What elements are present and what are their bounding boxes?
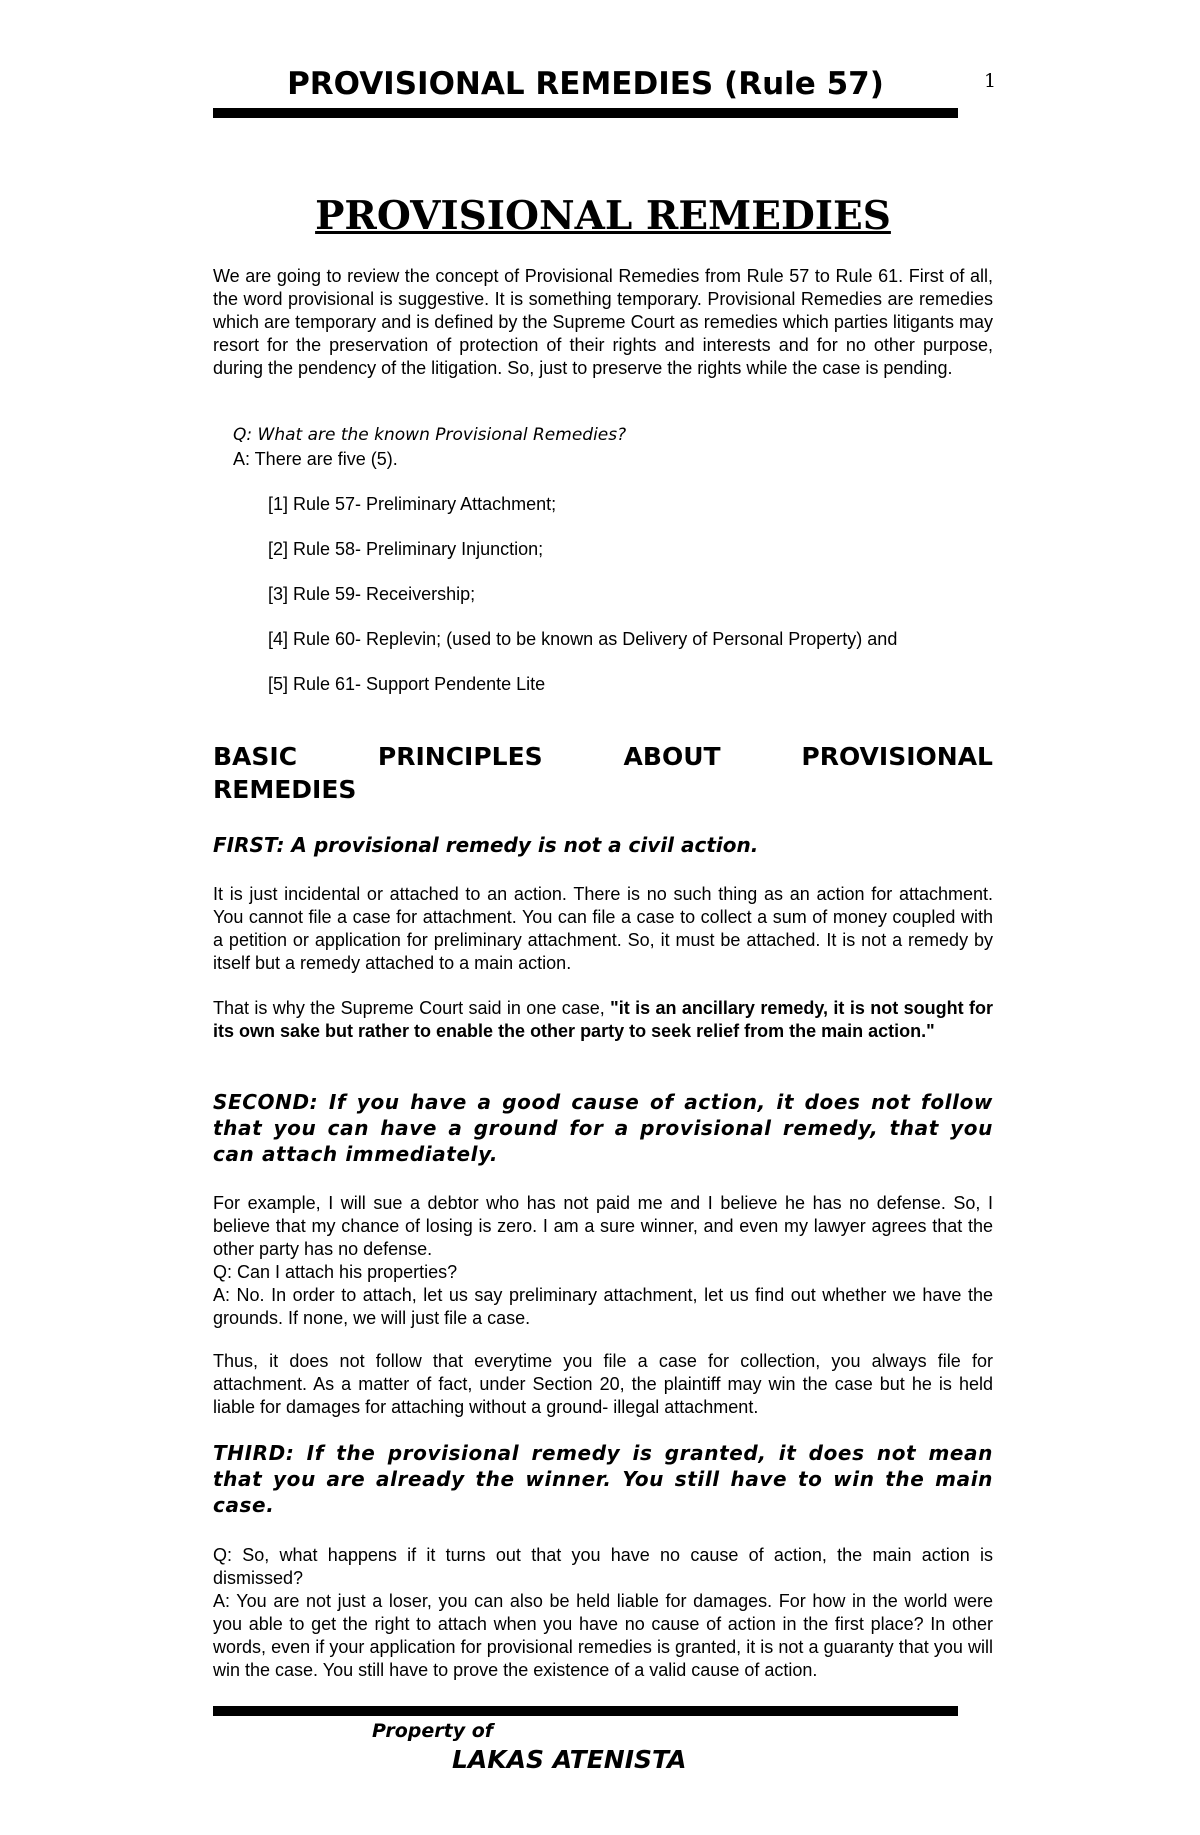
remedy-item: [5] Rule 61- Support Pendente Lite — [268, 674, 546, 694]
first-paragraph: It is just incidental or attached to an action. There is no such thing as an action for attachment. You cannot file a case for attachment. You can file a case to collect a sum of money coupled with a petition or application for preliminary attachment. So, it must be attached. It is not a remedy by itself but a remedy attached to a main action. — [213, 884, 993, 973]
footer-property-of: Property of — [372, 1720, 494, 1742]
second-paragraph: For example, I will sue a debtor who has not paid me and I believe he has no defense. So, I believe that my chance of losing is zero. I am a sure winner, and even my lawyer agrees that the other party has no defense. — [213, 1193, 993, 1259]
remedy-item: [4] Rule 60- Replevin; (used to be known as Delivery of Personal Property) and — [268, 629, 898, 649]
main-title: PROVISIONAL REMEDIES — [315, 193, 891, 239]
section-heading-word: PROVISIONAL — [801, 742, 993, 771]
remedy-item: [3] Rule 59- Receivership; — [268, 584, 476, 604]
first-quote-text: "it is an ancillary remedy, it is not sought for its own sake but rather to enable the other party to seek relief from the main action." — [213, 998, 993, 1041]
remedy-item: [1] Rule 57- Preliminary Attachment; — [268, 494, 557, 514]
header-rule — [213, 108, 958, 118]
first-quote-lead: That is why the Supreme Court said in one case, — [213, 998, 611, 1018]
qa1-answer: A: There are five (5). — [233, 449, 398, 469]
second-answer: A: No. In order to attach, let us say preliminary attachment, let us find out whether we have the grounds. If none, we will just file a case. — [213, 1285, 993, 1328]
intro-paragraph: We are going to review the concept of Provisional Remedies from Rule 57 to Rule 61. First of all, the word provisional is suggestive. It is something temporary. Provisional Remedies are remedies which are temporary and is defined by the Supreme Court as remedies which parties litigants may resort for the preservation of protection of their rights and interests and for no other purpose, during the pendency of the litigation. So, just to preserve the rights while the case is pending. — [213, 266, 993, 378]
qa1-question — [233, 423, 626, 447]
third-question: Q: So, what happens if it turns out that you have no cause of action, the main action is dismissed? — [213, 1545, 993, 1588]
second-principle-heading: SECOND: If you have a good cause of action, it does not follow that you can have a ground for a provisional remedy, that you can attach immediately. — [213, 1090, 993, 1166]
third-answer: A: You are not just a loser, you can also be held liable for damages. For how in the world were you able to get the right to attach when you have no cause of action in the first place? In other words, even if your application for provisional remedies is granted, it is not a guaranty that you will win the case. You still have to prove the existence of a valid cause of action. — [213, 1591, 993, 1680]
footer-rule — [213, 1706, 958, 1716]
section-heading-word: ABOUT — [623, 742, 721, 771]
first-quote-paragraph — [213, 997, 993, 1043]
section-heading-line2: REMEDIES — [213, 775, 357, 804]
section-heading-word: BASIC — [213, 742, 298, 771]
header-title: PROVISIONAL REMEDIES (Rule 57) — [287, 66, 884, 102]
second-paragraph-2: Thus, it does not follow that everytime you file a case for collection, you always file for attachment. As a matter of fact, under Section 20, the plaintiff may win the case but he is held liable for damages for attaching without a ground- illegal attachment. — [213, 1351, 993, 1417]
section-heading-word: PRINCIPLES — [377, 742, 543, 771]
section-heading — [213, 740, 993, 806]
first-principle-heading: FIRST: A provisional remedy is not a civil action. — [213, 833, 759, 857]
footer-owner: LAKAS ATENISTA — [452, 1745, 687, 1774]
remedy-item: [2] Rule 58- Preliminary Injunction; — [268, 539, 544, 559]
third-principle-heading: THIRD: If the provisional remedy is granted, it does not mean that you are already the winner. You still have to win the main case. — [213, 1441, 993, 1517]
qa1-question-text: Q: What are the known Provisional Remedies? — [233, 425, 627, 445]
second-question: Q: Can I attach his properties? — [213, 1262, 458, 1282]
page-number: 1 — [984, 70, 997, 92]
